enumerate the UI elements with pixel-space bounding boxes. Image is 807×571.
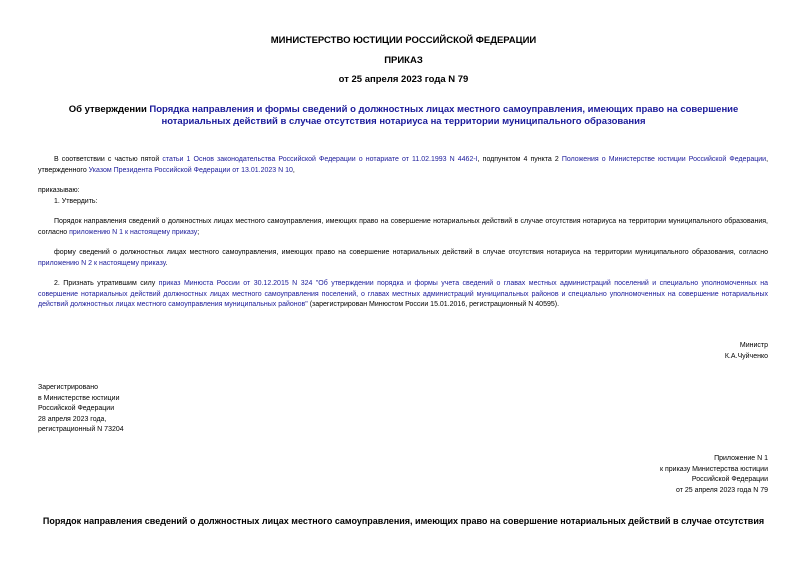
registration-block xyxy=(38,383,124,436)
preamble-link-ministry-regulation[interactable]: Положения о Министерстве юстиции Российской Федерации xyxy=(561,156,767,163)
appendix-line: от 25 апреля 2023 года N 79 xyxy=(675,486,768,494)
appendix-title: Порядок направления сведений о должностных лицах местного самоуправления, имеющих право на совершение нотариальных действий в случае отсутствия xyxy=(42,516,765,526)
preamble-text-3: , утвержденного xyxy=(38,156,769,174)
item2-end: (зарегистрирован Минюстом России 15.01.2016, регистрационный N 40595). xyxy=(307,301,560,308)
repealed-order-link[interactable]: приказ Минюста России от 30.12.2015 N 324 "Об утверждении порядка и формы учета сведений о главах местных администраций поселений и специально уполномоченных на совершение нотариальных действий должностных лицах местного самоуправления поселений, о главах местных администраций муниципальных районов и специально уполномоченных на совершение нотариальных действий должностных лицах местного самоуправления муниципальных районов" xyxy=(38,280,768,308)
ministry-heading: МИНИСТЕРСТВО ЮСТИЦИИ РОССИЙСКОЙ ФЕДЕРАЦИИ xyxy=(270,35,537,46)
registration-line: Российской Федерации xyxy=(38,405,115,412)
appendix-line: Приложение N 1 xyxy=(714,455,768,462)
appendix2-link[interactable]: приложению N 2 к настоящему приказу xyxy=(38,259,166,267)
document-type: ПРИКАЗ xyxy=(384,55,423,66)
item1-p2-text: форму сведений о должностных лицах местного самоуправления, имеющих право на совершение нотариальных действий в случае отсутствия нотариуса на территории муниципального образования, согласно xyxy=(54,249,768,256)
signature-position: Министр xyxy=(739,342,768,349)
appendix-line: к приказу Министерства юстиции xyxy=(659,465,768,473)
item2-paragraph xyxy=(38,279,768,311)
registration-line: регистрационный N 73204 xyxy=(38,426,124,433)
signature-block xyxy=(725,341,768,362)
item1-paragraph-1 xyxy=(38,217,768,238)
item1-paragraph-2 xyxy=(38,248,768,269)
appendix1-link[interactable]: приложению N 1 к настоящему приказу xyxy=(69,228,198,236)
appendix-line: Российской Федерации xyxy=(691,476,768,483)
preamble-paragraph xyxy=(38,155,768,176)
preamble-link-notary-law[interactable]: статьи 1 Основ законодательства Российской Федерации о нотариате от 11.02.1993 N 4462-I xyxy=(162,156,478,163)
order-title xyxy=(40,104,767,128)
title-prefix: Об утверждении xyxy=(68,104,150,115)
item1-p2-end: . xyxy=(165,259,168,267)
preamble-text-2: , подпунктом 4 пункта 2 xyxy=(477,156,562,163)
registration-line: 28 апреля 2023 года, xyxy=(38,415,107,423)
preamble-text-1: В соответствии с частью пятой xyxy=(54,156,163,163)
signature-name: К.А.Чуйченко xyxy=(724,352,768,360)
order-date-number: от 25 апреля 2023 года N 79 xyxy=(338,74,469,85)
preamble-link-president-decree[interactable]: Указом Президента Российской Федерации от 13.01.2023 N 10 xyxy=(88,166,293,174)
title-link[interactable]: Порядка направления и формы сведений о должностных лицах местного самоуправления, имеющих право на совершение нотариальных действий в случае отсутствия нотариуса на территории муниципального образования xyxy=(149,104,739,127)
appendix-header xyxy=(660,454,768,496)
preamble-text-4: , xyxy=(292,166,295,174)
item2-text: 2. Признать утратившим силу xyxy=(54,280,159,287)
registration-line: Зарегистрировано xyxy=(38,384,98,391)
item1-p1-text: Порядок направления сведений о должностных лицах местного самоуправления, имеющих право на совершение нотариальных действий в случае отсутствия нотариуса на территории муниципального образования, согласно xyxy=(38,218,768,236)
item1-p1-end: ; xyxy=(197,228,200,236)
order-word: приказываю: xyxy=(38,187,80,194)
registration-line: в Министерстве юстиции xyxy=(38,394,120,402)
item1-label: 1. Утвердить: xyxy=(54,198,98,205)
